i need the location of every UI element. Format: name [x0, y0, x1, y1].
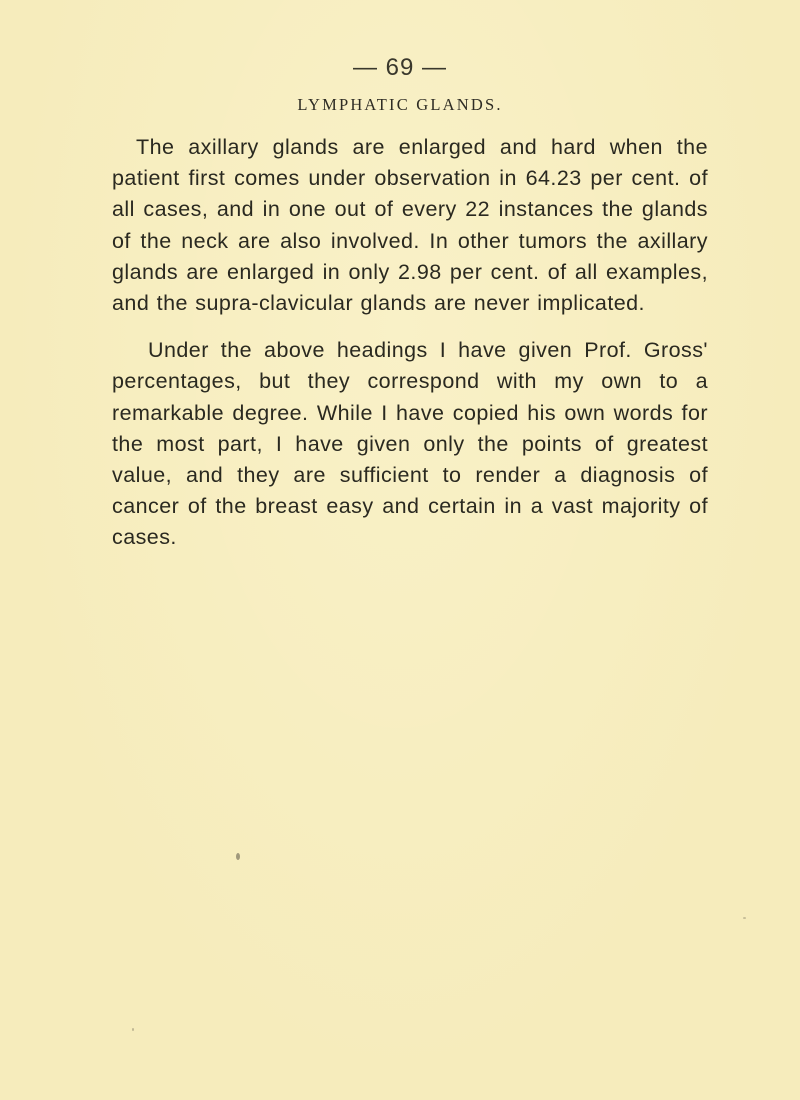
page-number: — 69 — [352, 54, 448, 81]
paper-speck [743, 917, 746, 919]
body-text [112, 132, 708, 554]
paper-speck [132, 1028, 134, 1031]
paper-speck [121, 183, 123, 185]
paper-speck [236, 853, 240, 860]
paragraph-1: The axillary glands are enlarged and hard when the patient first comes under observation in 64.23 per cent. of all cases, and in one out of every 22 instances the glands of the neck are also involved. In other tumors the axillary glands are enlarged in only 2.98 per cent. of all examples, and the supra-clavicular glands are never implicated. [112, 135, 708, 316]
running-head: LYMPHATIC GLANDS. [297, 95, 503, 114]
paragraph-2: Under the above headings I have given Prof. Gross' percentages, but they correspond with my own to a remarkable degree. While I have copied his own words for the most part, I have given only the points of greatest value, and they are sufficient to render a diagnosis of cancer of the breast easy and certain in a vast majority of cases. [112, 338, 708, 550]
